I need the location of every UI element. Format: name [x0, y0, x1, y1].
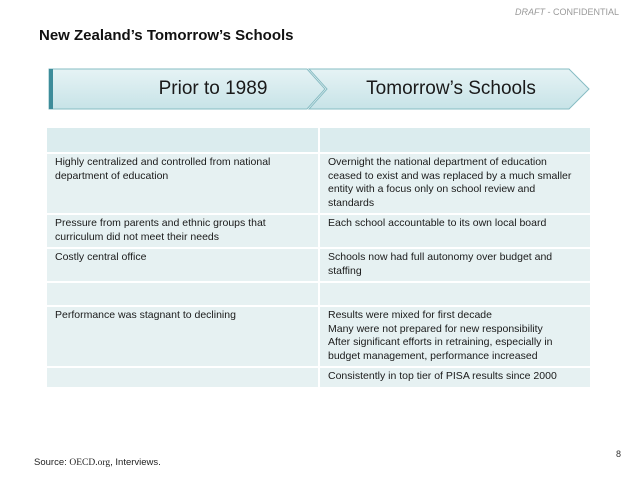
table-cell-tomorrow: Consistently in top tier of PISA results since 2000 [320, 368, 590, 387]
table-cell-prior: Costly central office [47, 249, 318, 281]
table-row [47, 154, 590, 213]
chevron-header [43, 67, 591, 111]
table-cell-tomorrow: Overnight the national department of education ceased to exist and was replaced by a much smaller entity with a focus only on school review and standards [320, 154, 590, 213]
table-cell-tomorrow: Results were mixed for first decade Many were not prepared for new responsibility After significant efforts in retraining, especially in budget management, performance increased [320, 307, 590, 366]
draft-confidential-label [515, 7, 619, 17]
source-suffix: , Interviews. [110, 457, 161, 468]
draft-separator: - [544, 7, 553, 17]
chevron-right-label: Tomorrow’s Schools [366, 78, 536, 99]
table-row [47, 283, 590, 305]
confidential-text: CONFIDENTIAL [552, 7, 619, 17]
comparison-table [45, 126, 592, 389]
table-cell-tomorrow: Each school accountable to its own local board [320, 215, 590, 247]
header-cell-left [47, 128, 318, 152]
table-row [47, 249, 590, 281]
table-row [47, 368, 590, 387]
table-cell-tomorrow [320, 283, 590, 305]
slide-title: New Zealand’s Tomorrow’s Schools [39, 27, 294, 44]
source-org: OECD.org [69, 458, 111, 468]
table-cell-prior [47, 283, 318, 305]
table-cell-prior: Highly centralized and controlled from national department of education [47, 154, 318, 213]
chevron-left-label: Prior to 1989 [158, 78, 268, 99]
table-row [47, 215, 590, 247]
source-note [34, 457, 161, 468]
draft-text: DRAFT [514, 7, 545, 17]
source-prefix: Source: [34, 457, 70, 468]
header-cell-right [320, 128, 590, 152]
table-header-row [47, 128, 590, 152]
table-row [47, 307, 590, 366]
table-cell-prior: Performance was stagnant to declining [47, 307, 318, 366]
table-cell-prior: Pressure from parents and ethnic groups that curriculum did not meet their needs [47, 215, 318, 247]
table-cell-prior [47, 368, 318, 387]
table-cell-tomorrow: Schools now had full autonomy over budget and staffing [320, 249, 590, 281]
page-number: 8 [615, 449, 621, 459]
chevron-accent-bar [49, 69, 53, 109]
